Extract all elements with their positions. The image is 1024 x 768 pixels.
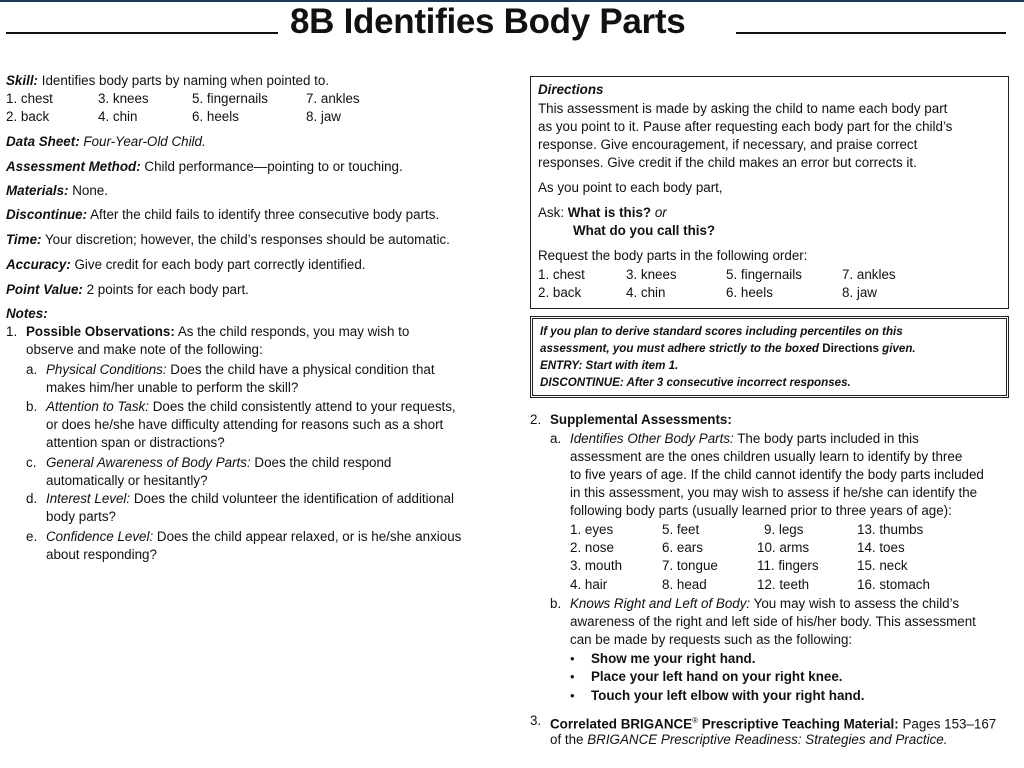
directions-order-line: Request the body parts in the following order: (538, 248, 808, 263)
body-part-item: 16. stomach (857, 577, 930, 592)
note-text: Does the child appear relaxed, or is he/she anxious (153, 529, 462, 544)
bullet-request: Place your left hand on your right knee. (591, 669, 843, 684)
skill-item: 2. back (6, 109, 50, 124)
note-text: Does the child consistently attend to your requests, (148, 399, 456, 414)
correlated-number: 3. (530, 713, 542, 728)
correlated-pages: Pages 153–167 (898, 716, 997, 732)
field-label: Materials: (6, 183, 69, 198)
note-e-line-2: about responding? (46, 547, 157, 562)
supplemental-a-line: in this assessment, you may wish to assess if he/she can identify the (570, 485, 978, 500)
field-discontinue (6, 206, 439, 224)
body-part-item: 7. tongue (662, 558, 718, 573)
supplemental-a-line: assessment are the ones children usually learn to identify by three (570, 449, 963, 464)
body-part-item: 8. head (662, 577, 707, 592)
skill-item: 4. chin (98, 109, 138, 124)
supplemental-b-line: awareness of the right and left side of his/her body. This assessment (570, 614, 976, 629)
bullet-icon: • (570, 669, 575, 684)
note-letter: b. (26, 399, 38, 414)
observations-label: Possible Observations: (26, 324, 175, 339)
ask-label: Ask: (538, 205, 568, 220)
supplemental-b-line-1 (570, 595, 959, 613)
field-assessment-method (6, 158, 403, 176)
body-part-item: 2. nose (570, 540, 614, 555)
registered-mark: ® (692, 716, 699, 725)
standard-line-1: If you plan to derive standard scores including percentiles on this (540, 325, 903, 338)
directions-line: This assessment is made by asking the child to name each body part (538, 101, 948, 116)
supplemental-a-line: following body parts (usually learned prior to three years of age): (570, 503, 952, 518)
note-e-line-1 (46, 528, 461, 546)
note-a-line-2: makes him/her unable to perform the skill? (46, 380, 299, 395)
note-text: Does the child respond (250, 455, 392, 470)
skill-text: Identifies body parts by naming when pointed to. (38, 73, 330, 88)
note-d-line-1 (46, 490, 454, 508)
standard-line-2b: Directions (822, 342, 879, 355)
field-point-value (6, 281, 249, 299)
skill-item: 1. chest (6, 91, 53, 106)
observations-line-1 (26, 323, 409, 341)
field-value: 2 points for each body part. (82, 282, 249, 297)
correlated-book-title: BRIGANCE Prescriptive Readiness: Strategies and Practice. (587, 732, 948, 747)
supplemental-b-text: You may wish to assess the child’s (750, 596, 960, 611)
directions-item: 2. back (538, 285, 582, 300)
directions-heading: Directions (538, 82, 604, 97)
correlated-label-2: Prescriptive Teaching Material: (698, 716, 899, 732)
correlated-label: Correlated BRIGANCE (550, 716, 693, 732)
body-part-item: 13. thumbs (857, 522, 924, 537)
body-part-item: 12. teeth (757, 577, 810, 592)
skill-item: 3. knees (98, 91, 149, 106)
field-value: Child performance—pointing to or touching. (140, 159, 403, 174)
note-b-line-3: attention span or distractions? (46, 435, 225, 450)
note-letter: c. (26, 455, 37, 470)
field-time (6, 231, 450, 249)
note-c-line-1 (46, 454, 391, 472)
note-d-line-2: body parts? (46, 509, 116, 524)
body-part-item: 14. toes (857, 540, 905, 555)
entry-line: ENTRY: Start with item 1. (540, 359, 679, 372)
field-label: Data Sheet: (6, 134, 80, 149)
note-b-line-1 (46, 398, 456, 416)
skill-line (6, 72, 329, 90)
supplemental-a-line-1 (570, 430, 919, 448)
note-label: Attention to Task: (46, 399, 149, 414)
standard-line-2c: given. (878, 342, 916, 355)
field-data-sheet (6, 133, 206, 151)
bullet-request: Show me your right hand. (591, 651, 756, 666)
ask-or: or (651, 205, 667, 220)
observations-line-2: observe and make note of the following: (26, 342, 263, 357)
notes-number: 1. (6, 324, 18, 339)
bullet-icon: • (570, 688, 575, 703)
body-part-item: 5. feet (662, 522, 700, 537)
skill-item: 7. ankles (306, 91, 360, 106)
title-row (0, 0, 1024, 44)
field-label: Time: (6, 232, 42, 247)
supplemental-number: 2. (530, 412, 542, 427)
supplemental-heading: Supplemental Assessments: (550, 412, 732, 427)
directions-item: 7. ankles (842, 267, 896, 282)
title-rule-left (6, 32, 278, 34)
directions-item: 3. knees (626, 267, 677, 282)
note-label: Interest Level: (46, 491, 131, 506)
discontinue-line: DISCONTINUE: After 3 consecutive incorrect responses. (540, 376, 851, 389)
supplemental-a-label: Identifies Other Body Parts: (570, 431, 734, 446)
note-label: General Awareness of Body Parts: (46, 455, 251, 470)
supplemental-b-line: can be made by requests such as the following: (570, 632, 853, 647)
skill-item: 8. jaw (306, 109, 341, 124)
field-value: Your discretion; however, the child’s responses should be automatic. (41, 232, 450, 247)
correlated-line-2 (550, 731, 947, 749)
field-label: Assessment Method: (6, 159, 141, 174)
directions-item: 6. heels (726, 285, 773, 300)
standard-line-2 (540, 340, 916, 357)
directions-item: 5. fingernails (726, 267, 802, 282)
note-text: Does the child have a physical condition that (166, 362, 435, 377)
skill-item: 6. heels (192, 109, 239, 124)
note-letter: d. (26, 491, 38, 506)
note-letter: a. (26, 362, 38, 377)
field-value: Give credit for each body part correctly identified. (70, 257, 366, 272)
supplemental-a-line: to five years of age. If the child cannot identify the body parts included (570, 467, 984, 482)
supplemental-a-text: The body parts included in this (733, 431, 919, 446)
note-text: Does the child volunteer the identification of additional (130, 491, 454, 506)
bullet-request: Touch your left elbow with your right hand. (591, 688, 865, 703)
skill-label: Skill: (6, 73, 38, 88)
field-value: None. (68, 183, 108, 198)
supplemental-b-label: Knows Right and Left of Body: (570, 596, 751, 611)
field-value: Four-Year-Old Child. (79, 134, 206, 149)
body-part-item: 10. arms (757, 540, 810, 555)
correlated-of-the: of the (550, 732, 588, 747)
standard-line-2a: assessment, you must adhere strictly to the boxed (540, 342, 823, 355)
body-part-item: 9. legs (764, 522, 804, 537)
page-title: 8B Identifies Body Parts (290, 2, 686, 41)
directions-line: responses. Give credit if the child makes an error but corrects it. (538, 155, 917, 170)
note-a-line-1 (46, 361, 435, 379)
ask-question-1: What is this? (567, 205, 652, 220)
field-label: Discontinue: (6, 207, 88, 222)
title-rule-right (736, 32, 1006, 34)
field-value: After the child fails to identify three consecutive body parts. (87, 207, 440, 222)
body-part-item: 15. neck (857, 558, 908, 573)
body-part-item: 6. ears (662, 540, 703, 555)
directions-item: 1. chest (538, 267, 585, 282)
skill-item: 5. fingernails (192, 91, 268, 106)
field-materials (6, 182, 108, 200)
field-label: Point Value: (6, 282, 83, 297)
bullet-icon: • (570, 651, 575, 666)
body-part-item: 3. mouth (570, 558, 623, 573)
field-label: Accuracy: (6, 257, 71, 272)
supplemental-b-letter: b. (550, 596, 562, 611)
directions-item: 4. chin (626, 285, 666, 300)
directions-item: 8. jaw (842, 285, 877, 300)
directions-line: as you point to it. Pause after requesting each body part for the child’s (538, 119, 953, 134)
ask-question-2: What do you call this? (573, 223, 716, 238)
observations-text: As the child responds, you may wish to (174, 324, 410, 339)
body-part-item: 4. hair (570, 577, 608, 592)
note-b-line-2: or does he/she have difficulty attending for reasons such as a short (46, 417, 444, 432)
note-letter: e. (26, 529, 38, 544)
body-part-item: 1. eyes (570, 522, 614, 537)
notes-heading: Notes: (6, 306, 48, 321)
note-label: Physical Conditions: (46, 362, 167, 377)
field-accuracy (6, 256, 366, 274)
directions-ask-line (538, 204, 667, 222)
body-part-item: 11. fingers (757, 558, 819, 573)
directions-point-line: As you point to each body part, (538, 180, 723, 195)
directions-line: response. Give encouragement, if necessary, and praise correct (538, 137, 918, 152)
note-label: Confidence Level: (46, 529, 154, 544)
supplemental-a-letter: a. (550, 431, 562, 446)
note-c-line-2: automatically or hesitantly? (46, 473, 208, 488)
